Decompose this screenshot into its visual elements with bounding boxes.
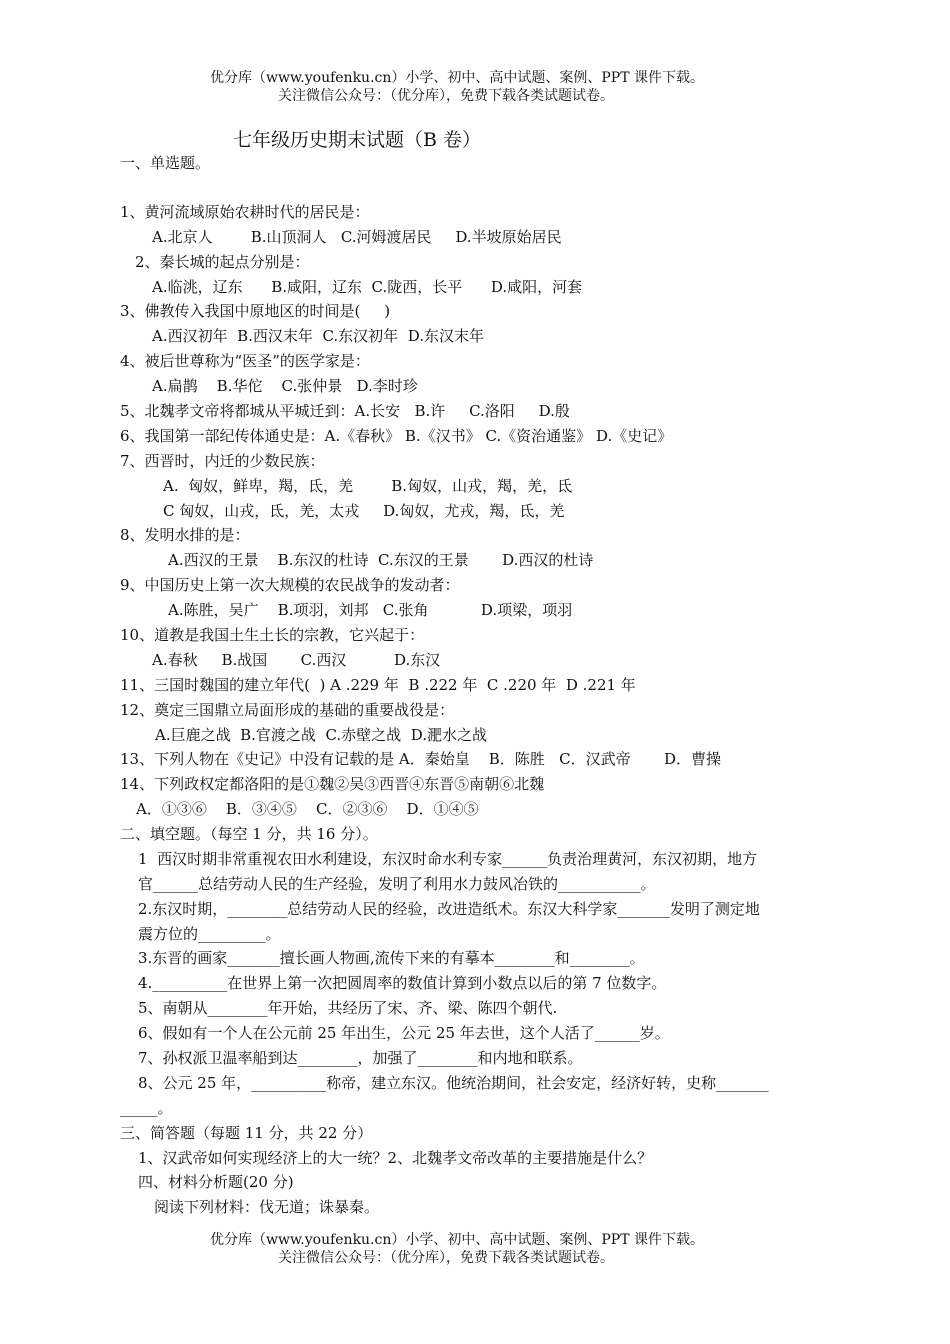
option-line: A.临洮，辽东 B.咸阳，辽东 C.陇西，长平 D.咸阳，河套 (152, 278, 583, 296)
section-material-analysis: 四、材料分析题(20 分) (138, 1173, 294, 1191)
question-line: 2、秦长城的起点分别是： (135, 253, 310, 271)
question-line: 13、下列人物在《史记》中没有记载的是 A．秦始皇 B．陈胜 C．汉武帝 D．曹操 (120, 750, 721, 768)
footer-line-2: 关注微信公众号：（优分库），免费下载各类试题试卷。 (278, 1250, 614, 1266)
fill-line: 2.东汉时期，________总结劳动人民的经验，改进造纸术。东汉大科学家_______发明了测定地 (138, 900, 760, 918)
question-line: 9、中国历史上第一次大规模的农民战争的发动者： (120, 576, 460, 594)
option-line: A.陈胜，吴广 B.项羽，刘邦 C.张角 D.项梁，项羽 (168, 601, 573, 619)
fill-line: 7、孙权派卫温率船到达________，加强了________和内地和联系。 (138, 1049, 583, 1067)
fill-line: 官______总结劳动人民的生产经验，发明了利用水力鼓风冶铁的___________。 (138, 875, 656, 893)
short-answer-questions: 1、汉武帝如何实现经济上的大一统？2、北魏孝文帝改革的主要措施是什么？ (138, 1149, 653, 1167)
question-line: 7、西晋时，内迁的少数民族： (120, 452, 325, 470)
option-line: A. 匈奴，鲜卑，羯，氐，羌 B.匈奴，山戎，羯，羌，氐 (163, 477, 573, 495)
question-line: 6、我国第一部纪传体通史是：A.《春秋》 B.《汉书》 C.《资治通鉴》 D.《史记》 (120, 427, 673, 445)
option-line: A.西汉的王景 B.东汉的杜诗 C.东汉的王景 D.西汉的杜诗 (168, 551, 594, 569)
fill-line: 4.__________在世界上第一次把圆周率的数值计算到小数点以后的第 7 位数字。 (138, 974, 667, 992)
question-line: 3、佛教传入我国中原地区的时间是( ) (120, 302, 391, 320)
question-line: 12、奠定三国鼎立局面形成的基础的重要战役是： (120, 701, 455, 719)
exam-title: 七年级历史期末试题（B 卷） (233, 129, 482, 151)
question-line: 4、被后世尊称为“医圣”的医学家是： (120, 352, 370, 370)
option-line: A.西汉初年 B.西汉末年 C.东汉初年 D.东汉末年 (152, 327, 484, 345)
option-line: A.北京人 B.山顶洞人 C.河姆渡居民 D.半坡原始居民 (152, 228, 562, 246)
section-fill-in: 二、填空题。（每空 1 分，共 16 分）。 (120, 825, 378, 843)
fill-line: 1 西汉时期非常重视农田水利建设，东汉时命水利专家______负责治理黄河，东汉初期，地方 (138, 850, 758, 868)
question-line: 8、发明水排的是： (120, 526, 250, 544)
section-multiple-choice: 一、单选题。 (120, 154, 211, 172)
question-line: 10、道教是我国土生土长的宗教，它兴起于： (120, 626, 425, 644)
fill-line: 震方位的_________。 (138, 925, 281, 943)
option-line: A.扁鹊 B.华佗 C.张仲景 D.李时珍 (152, 377, 418, 395)
fill-line: 8、公元 25 年，__________称帝，建立东汉。他统治期间，社会安定，经济好转，史称_______ (138, 1074, 769, 1092)
question-line: 5、北魏孝文帝将都城从平城迁到：A.长安 B.许 C.洛阳 D.殷 (120, 402, 570, 420)
option-line: A.巨鹿之战 B.官渡之战 C.赤壁之战 D.淝水之战 (155, 726, 487, 744)
option-line: A．①③⑥ B．③④⑤ C．②③⑥ D．①④⑤ (136, 800, 479, 818)
fill-line: 6、假如有一个人在公元前 25 年出生，公元 25 年去世，这个人活了______岁。 (138, 1024, 670, 1042)
option-line: A.春秋 B.战国 C.西汉 D.东汉 (152, 651, 441, 669)
footer-line-1: 优分库（www.youfenku.cn）小学、初中、高中试题、案例、PPT 课件下载。 (210, 1232, 705, 1248)
option-line: C 匈奴，山戎，氐，羌，太戎 D.匈奴，尤戎，羯，氐，羌 (163, 502, 565, 520)
header-line-1: 优分库（www.youfenku.cn）小学、初中、高中试题、案例、PPT 课件下载。 (210, 70, 705, 86)
header-line-2: 关注微信公众号：（优分库），免费下载各类试题试卷。 (278, 88, 614, 104)
question-line: 11、三国时魏国的建立年代( ) A .229 年 B .222 年 C .220 年 D .221 年 (120, 676, 636, 694)
section-short-answer: 三、简答题（每题 11 分，共 22 分） (120, 1124, 373, 1142)
fill-line: _____。 (120, 1099, 173, 1117)
fill-line: 3.东晋的画家_______擅长画人物画,流传下来的有摹本________和________。 (138, 949, 645, 967)
question-line: 14、下列政权定都洛阳的是①魏②吴③西晋④东晋⑤南朝⑥北魏 (120, 775, 545, 793)
material-text: 阅读下列材料：伐无道；诛暴秦。 (154, 1198, 380, 1216)
question-line: 1、黄河流域原始农耕时代的居民是： (120, 203, 370, 221)
fill-line: 5、南朝从________年开始，共经历了宋、齐、梁、陈四个朝代. (138, 999, 558, 1017)
